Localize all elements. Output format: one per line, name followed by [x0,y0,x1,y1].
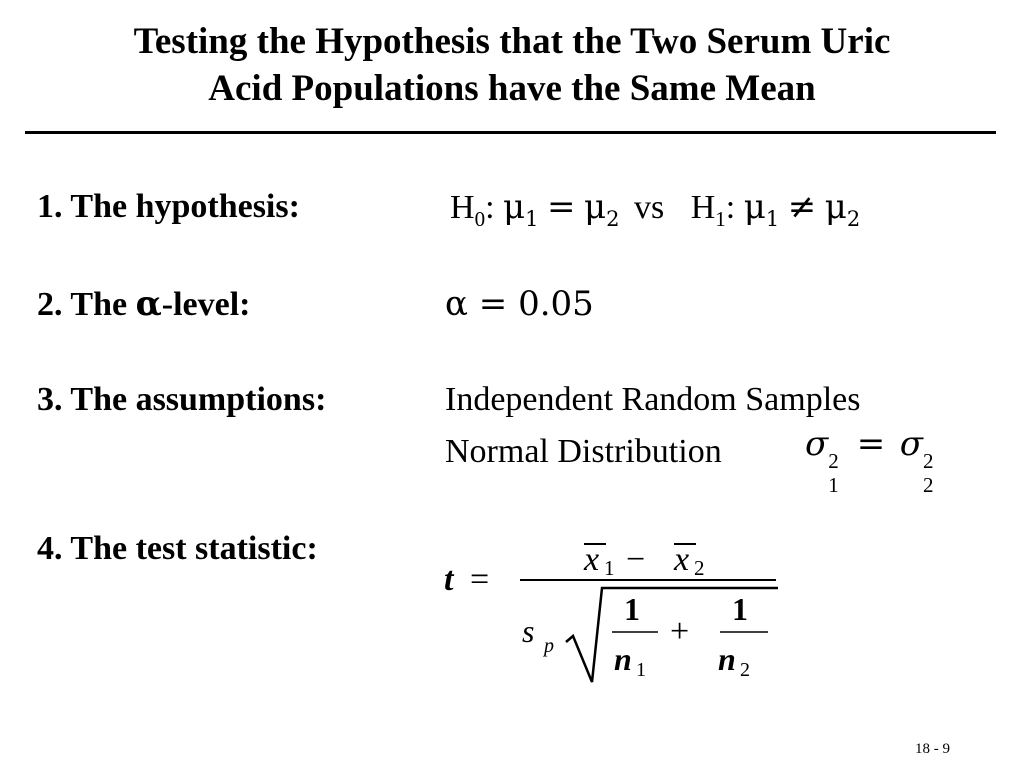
page-number: 18 - 9 [915,741,950,757]
n-1-subscript: 1 [636,659,646,681]
sigma-1-squared: σ 2 1 [805,424,839,497]
minus-sign: − [626,541,646,578]
hypothesis-statement [450,187,860,231]
slide-title [0,18,1024,112]
mu-1-alt: $\mu_1$ [743,187,780,231]
xbar-1: x [584,541,600,578]
test-statistic-formula [440,530,800,710]
assumption-independent-samples: Independent Random Samples [445,381,861,418]
equal-variance-condition [805,424,937,497]
plus-sign: + [670,613,690,650]
slide-title-line-2: Acid Populations have the Same Mean [208,68,816,109]
title-divider [25,131,996,134]
slide-title-line-1: Testing the Hypothesis that the Two Serum Uric [133,21,891,62]
alpha-symbol: α [135,284,162,324]
n-2-subscript: 2 [740,659,750,681]
vs-text: vs [633,189,665,226]
not-equal-sign: ≠ [787,187,817,227]
sigma-2-squared: σ 2 2 [899,424,934,497]
n-1: n [614,641,632,677]
xbar-2: x [674,541,690,578]
xbar-1-subscript: 1 [604,556,615,580]
h1-symbol: $H_1$: [690,189,736,231]
t-equals-sign: = [470,561,490,598]
mu-2: $\mu_2$ [584,187,620,231]
fraction-2-numerator: 1 [732,591,748,627]
mu-2-alt: $\mu_2$ [824,187,861,231]
hypothesis-label: 1. The hypothesis: [37,188,300,225]
h0-symbol: $H_0$: [450,189,495,231]
n-2: n [718,641,736,677]
alpha-level-label: 2. The α-level: [37,284,251,324]
xbar-2-subscript: 2 [694,556,705,580]
t-symbol: t [444,561,454,598]
mu-1: $\mu_1$ [503,187,539,231]
alpha-value: α = 0.05 [445,284,594,324]
p-subscript: p [544,635,554,657]
assumption-normal-distribution: Normal Distribution [445,433,722,470]
equals-sign-variance: = [856,424,886,464]
assumptions-label: 3. The assumptions: [37,381,327,418]
test-statistic-label: 4. The test statistic: [37,530,318,567]
fraction-1-numerator: 1 [624,591,640,627]
s-symbol: s [522,613,535,649]
equals-sign: = [547,187,576,227]
